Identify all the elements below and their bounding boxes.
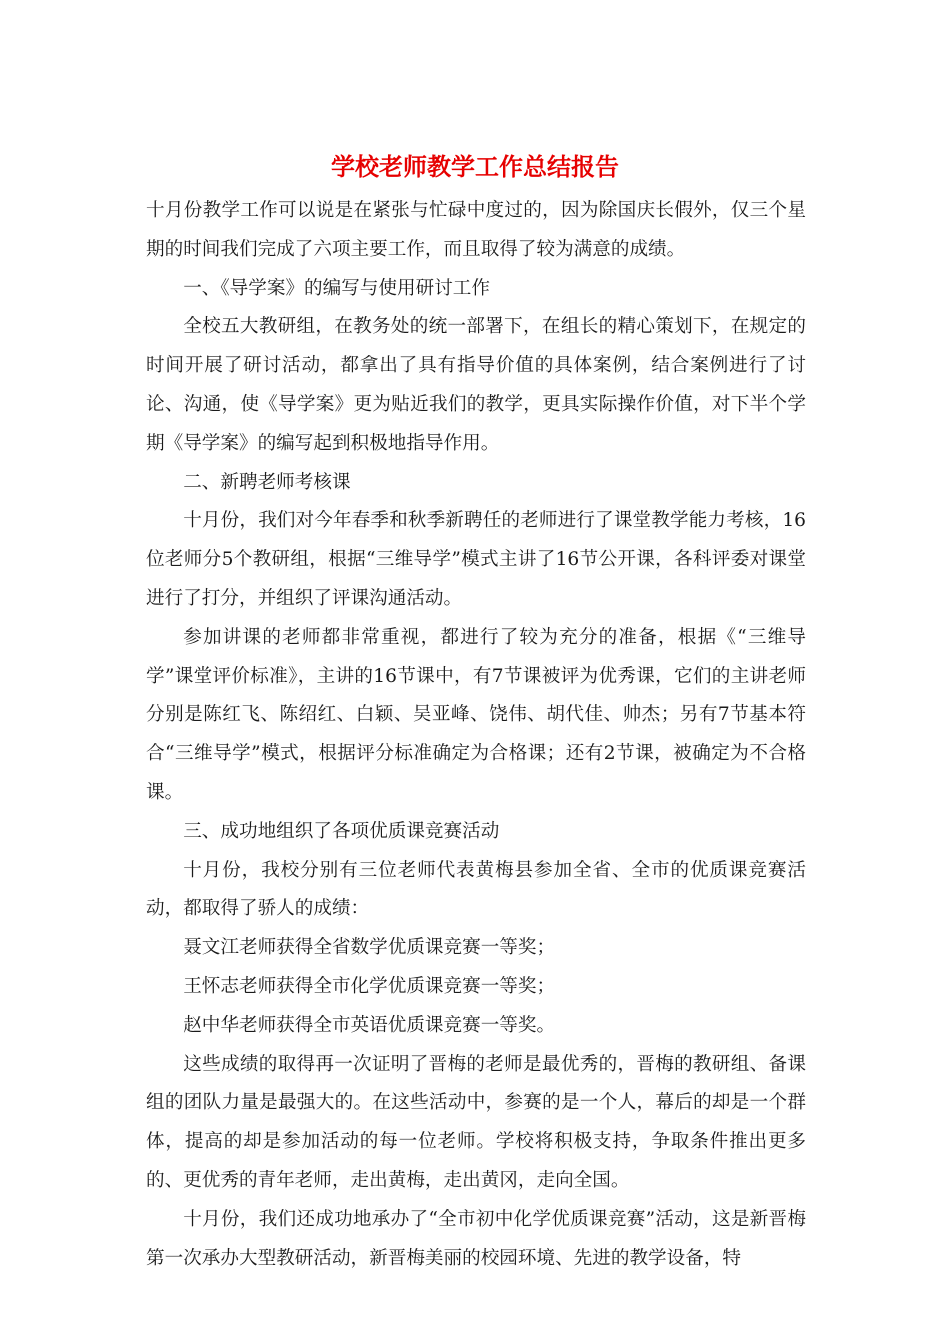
section-heading-2: 二、新聘老师考核课 [183, 471, 351, 493]
paragraph: 这些成绩的取得再一次证明了晋梅的老师是最优秀的，晋梅的教研组、备课组的团队力量是最强大的。在这些活动中，参赛的是一个人，幕后的却是一个群体，提高的却是参加活动的每一位老师。学校将积极支持，争取条件推出更多的、更优秀的青年老师，走出黄梅，走出黄冈，走向全国。 [146, 1053, 806, 1191]
award-item: 王怀志老师获得全市化学优质课竞赛一等奖； [183, 975, 556, 997]
award-item: 聂文江老师获得全省数学优质课竞赛一等奖； [183, 937, 556, 959]
section-heading-1: 一、《导学案》的编写与使用研讨工作 [183, 277, 490, 299]
paragraph: 十月份，我校分别有三位老师代表黄梅县参加全省、全市的优质课竞赛活动，都取得了骄人的成绩： [146, 859, 806, 920]
award-item: 赵中华老师获得全市英语优质课竞赛一等奖。 [183, 1014, 556, 1036]
paragraph: 参加讲课的老师都非常重视，都进行了较为充分的准备，根据《“三维导学”课堂评价标准》，主讲的16节课中，有7节课被评为优秀课，它们的主讲老师分别是陈红飞、陈绍红、白颖、吴亚峰、饶伟、胡代佳、帅杰；另有7节基本符合“三维导学”模式，根据评分标准确定为合格课；还有2节课，被确定为不合格课。 [146, 626, 806, 803]
paragraph: 十月份，我们对今年春季和秋季新聘任的老师进行了课堂教学能力考核，16位老师分5个教研组，根据“三维导学”模式主讲了16节公开课，各科评委对课堂进行了打分，并组织了评课沟通活动。 [146, 510, 806, 609]
document-body [146, 192, 806, 1278]
paragraph: 十月份，我们还成功地承办了“全市初中化学优质课竞赛”活动，这是新晋梅第一次承办大型教研活动，新晋梅美丽的校园环境、先进的教学设备，特 [146, 1208, 806, 1269]
section-heading-3: 三、成功地组织了各项优质课竞赛活动 [183, 820, 500, 842]
paragraph: 全校五大教研组，在教务处的统一部署下，在组长的精心策划下，在规定的时间开展了研讨活动，都拿出了具有指导价值的具体案例，结合案例进行了讨论、沟通，使《导学案》更为贴近我们的教学，更具实际操作价值，对下半个学期《导学案》的编写起到积极地指导作用。 [146, 316, 806, 454]
paragraph-intro: 十月份教学工作可以说是在紧张与忙碌中度过的，因为除国庆长假外，仅三个星期的时间我们完成了六项主要工作，而且取得了较为满意的成绩。 [146, 200, 806, 260]
document-title: 学校老师教学工作总结报告 [331, 152, 619, 181]
